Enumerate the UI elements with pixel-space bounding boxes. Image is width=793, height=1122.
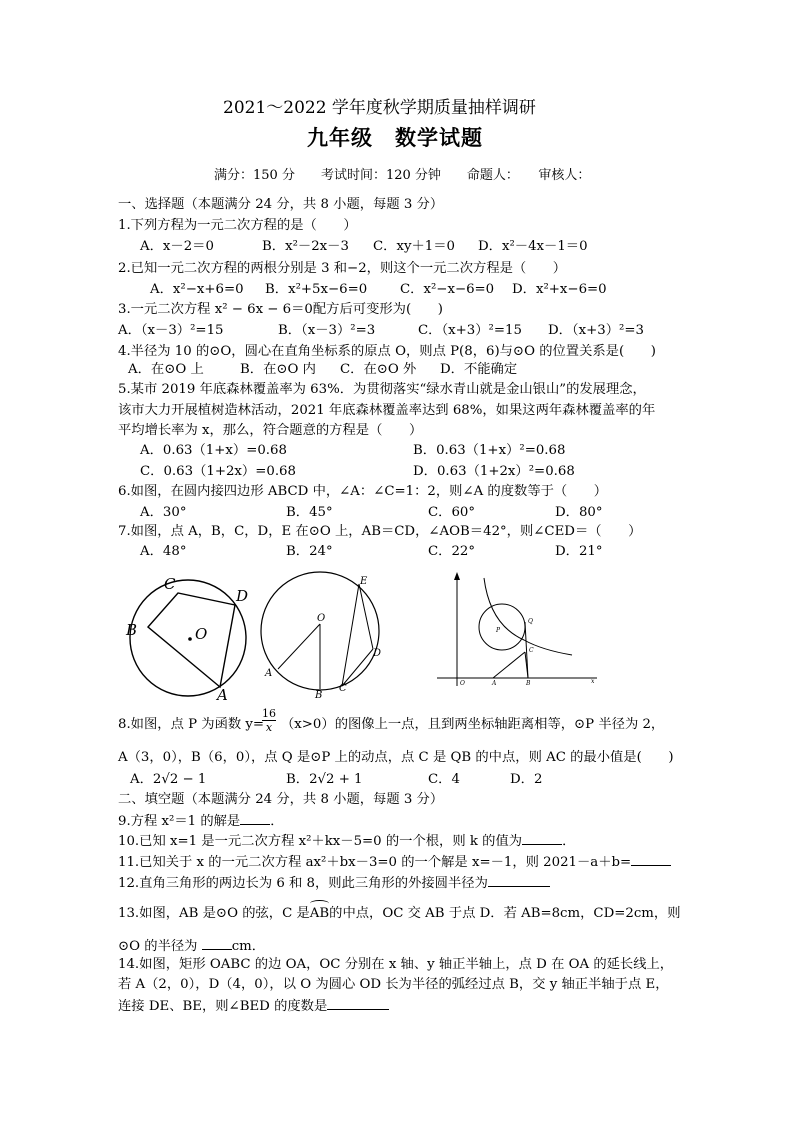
q13-answer-blank[interactable] (202, 937, 232, 950)
q14-last-text: 连接 DE、BE，则∠BED 的度数是 (118, 999, 328, 1014)
q13-line2 (118, 937, 265, 955)
q12-text: 12.直角三角形的两边长为 6 和 8，则此三角形的外接圆半径为 (118, 876, 488, 891)
q5-stem-line3: 平均增长率为 x，那么，符合题意的方程是（ ） (118, 423, 423, 438)
fig3-label-p: P (496, 627, 501, 634)
q8-stem-part-a: 8.如图，点 P 为函数 y= (118, 717, 265, 732)
exam-info: 满分：150 分 考试时间：120 分钟 命题人： 审核人： (214, 168, 591, 183)
fig1-label-c: C (164, 575, 176, 593)
q8-stem-line2: A（3，0），B（6，0），点 Q 是⊙P 上的动点，点 C 是 QB 的中点，则 AC 的最小值是( ) (118, 750, 674, 765)
q7-option-d: D．21° (555, 544, 603, 559)
fig3-label-x: x (591, 678, 595, 685)
q6-option-a: A．30° (140, 505, 187, 520)
q10 (118, 832, 575, 850)
fig2-label-b: B (315, 690, 323, 701)
fig1-label-d: D (236, 587, 249, 605)
q9-answer-blank[interactable] (240, 812, 270, 825)
q10-end: ． (562, 834, 576, 849)
q12 (118, 874, 550, 892)
q11-answer-blank[interactable] (631, 853, 671, 866)
q10-answer-blank[interactable] (522, 832, 562, 845)
q5-stem-line2: 该市大力开展植树造林活动，2021 年底森林覆盖率达到 68%，如果这两年森林覆盖率的年 (118, 403, 656, 418)
q8-fraction-denominator: x (265, 721, 273, 734)
q2-stem: 2.已知一元二次方程的两根分别是 3 和−2，则这个一元二次方程是（ ） (118, 261, 567, 276)
q13-line1 (118, 906, 681, 922)
q14-line2: 若 A（2，0），D（4，0），以 O 为圆心 OD 长为半径的弧经过点 B，交 y 轴正半轴于点 E， (118, 977, 669, 992)
q8-option-c: C．4 (428, 772, 460, 787)
q8-option-b: B．2√2 + 1 (286, 772, 363, 787)
q14-line1: 14.如图，矩形 OABC 的边 OA，OC 分别在 x 轴、y 轴正半轴上，点 D 在 OA 的延长线上， (118, 957, 674, 972)
q4-option-b: B．在⊙O 内 (240, 362, 316, 377)
q3-option-b: B．（x－3）²=3 (278, 323, 376, 338)
q3-option-a: A．（x－3）²=15 (118, 323, 224, 338)
figure-circle-chords (256, 569, 386, 701)
q1-option-d: D．x²－4x－1＝0 (478, 239, 588, 254)
section1-heading: 一、选择题（本题满分 24 分，共 8 小题，每题 3 分） (118, 197, 444, 212)
q13-arc-ab: AB (310, 906, 329, 922)
arc-icon (310, 900, 329, 907)
q10-text: 10.已知 x=1 是一元二次方程 x²＋kx－5=0 的一个根，则 k 的值为 (118, 834, 523, 849)
q1-stem: 1.下列方程为一元二次方程的是（ ） (118, 218, 357, 233)
q6-option-d: D．80° (555, 505, 603, 520)
q14-answer-blank[interactable] (327, 997, 389, 1010)
q13-text-a: 13.如图，AB 是⊙O 的弦，C 是 (118, 906, 310, 921)
q7-stem: 7.如图，点 A，B，C，D，E 在⊙O 上，AB＝CD，∠AOB＝42°，则∠CED＝（ ） (118, 524, 642, 539)
q5-stem-line1: 5.某市 2019 年底森林覆盖率为 63%．为贯彻落实“绿水青山就是金山银山”的发展理念， (118, 382, 646, 397)
fig3-label-c: C (529, 647, 534, 654)
q8-option-d: D．2 (510, 772, 543, 787)
q4-option-c: C．在⊙O 外 (340, 362, 417, 377)
q5-option-b: B．0.63（1+x）²=0.68 (413, 443, 566, 458)
q1-option-b: B．x²－2x－3 (262, 239, 349, 254)
q3-option-d: D．（x+3）²=3 (548, 323, 644, 338)
q4-stem: 4.半径为 10 的⊙O，圆心在直角坐标系的原点 O，则点 P(8，6)与⊙O 的位置关系是( ) (118, 344, 656, 359)
q13-line2-a: ⊙O 的半径为 (118, 939, 202, 954)
q3-stem: 3.一元二次方程 x² − 6x − 6＝0配方后可变形为( ) (118, 302, 443, 317)
exam-title: 2021～2022 学年度秋学期质量抽样调研 (223, 98, 536, 118)
fig1-label-o: O (195, 625, 208, 643)
exam-subtitle: 九年级 数学试题 (307, 125, 483, 150)
fig2-label-d: D (373, 648, 382, 659)
q6-option-c: C．60° (428, 505, 476, 520)
q7-option-b: B．24° (286, 544, 333, 559)
q2-option-c: C．x²−x−6=0 (400, 282, 495, 297)
figure-cyclic-quadrilateral (120, 572, 255, 704)
q2-option-b: B．x²+5x−6=0 (265, 282, 368, 297)
fig2-label-c: C (339, 683, 347, 694)
q7-option-c: C．22° (428, 544, 476, 559)
q9-text: 9.方程 x²＝1 的解是 (118, 814, 241, 829)
fig3-label-a: A (492, 680, 497, 687)
q12-answer-blank[interactable] (488, 874, 550, 887)
q8-stem-part-b: （x>0）的图像上一点，且到两坐标轴距离相等，⊙P 半径为 2， (281, 717, 665, 732)
fig3-label-q: Q (528, 618, 533, 625)
q8-option-a: A．2√2 − 1 (130, 772, 207, 787)
q1-option-a: A．x－2＝0 (140, 239, 214, 254)
q5-option-d: D．0.63（1+2x）²=0.68 (413, 464, 575, 479)
figure-hyperbola (432, 570, 602, 692)
q7-option-a: A．48° (140, 544, 187, 559)
q8-fraction-numerator: 16 (262, 707, 276, 720)
fig3-label-b: B (526, 680, 531, 687)
q6-stem: 6.如图，在圆内接四边形 ABCD 中，∠A：∠C=1：2，则∠A 的度数等于（ ） (118, 484, 608, 499)
q4-option-a: A．在⊙O 上 (128, 362, 204, 377)
q11 (118, 853, 671, 871)
q4-option-d: D．不能确定 (440, 362, 518, 377)
section2-heading: 二、填空题（本题满分 24 分，共 8 小题，每题 3 分） (118, 792, 444, 807)
q5-option-a: A．0.63（1+x）=0.68 (140, 443, 287, 458)
q1-option-c: C．xy＋1＝0 (373, 239, 455, 254)
q6-option-b: B．45° (286, 505, 333, 520)
fig2-label-a: A (265, 668, 273, 679)
fig1-label-a: A (217, 686, 228, 704)
q5-option-c: C．0.63（1+2x）=0.68 (140, 464, 296, 479)
q3-option-c: C．（x+3）²=15 (418, 323, 522, 338)
fig2-label-e: E (360, 576, 368, 587)
fig3-label-o: O (460, 680, 465, 687)
q13-line2-b: cm． (231, 939, 266, 954)
q14-line3 (118, 997, 389, 1015)
fig2-label-o: O (317, 613, 326, 624)
q9 (118, 812, 284, 830)
q9-end: ． (270, 814, 284, 829)
q11-text: 11.已知关于 x 的一元二次方程 ax²＋bx－3=0 的一个解是 x=－1，则 2021－a＋b= (118, 855, 632, 870)
q2-option-d: D．x²+x−6=0 (512, 282, 607, 297)
q2-option-a: A．x²−x+6=0 (150, 282, 244, 297)
q13-text-b: 的中点，OC 交 AB 于点 D．若 AB=8cm，CD=2cm，则 (329, 906, 681, 921)
fig1-label-b: B (126, 621, 138, 639)
